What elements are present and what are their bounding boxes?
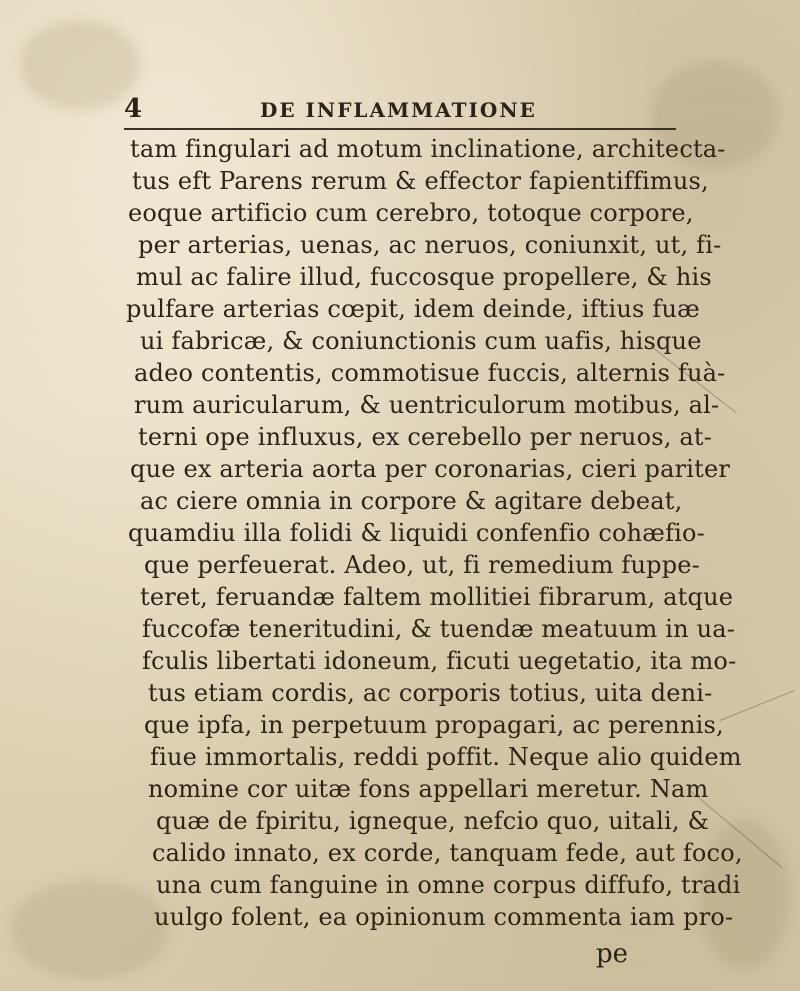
text-line: que perfeuerat. Adeo, ut, fi remedium fuppe-: [144, 551, 700, 579]
paper-stain: [10, 880, 170, 980]
text-line: nomine cor uitæ fons appellari meretur. Nam: [148, 775, 709, 803]
header-rule: [124, 128, 676, 130]
text-line: rum auricularum, & uentriculorum motibus, al-: [134, 391, 720, 419]
text-line: quamdiu illa folidi & liquidi confenfio cohæfio-: [128, 519, 705, 547]
catchword: pe: [596, 939, 629, 969]
text-line: una cum fanguine in omne corpus diffufo, tradi: [156, 871, 741, 899]
text-line: tam fingulari ad motum inclinatione, architecta-: [130, 135, 726, 163]
text-line: terni ope influxus, ex cerebello per neruos, at-: [138, 423, 713, 451]
text-line: tus eft Parens rerum & effector fapientiffimus,: [132, 167, 709, 195]
text-line: calido innato, ex corde, tanquam fede, aut foco,: [152, 839, 743, 867]
running-title: DE INFLAMMATIONE: [260, 98, 537, 122]
text-line: que ipfa, in perpetuum propagari, ac perennis,: [144, 711, 724, 739]
text-line: adeo contentis, commotisue fuccis, alternis fuà-: [134, 359, 726, 387]
page-header: [124, 94, 684, 128]
text-line: ui fabricæ, & coniunctionis cum uafis, hisque: [140, 327, 702, 355]
page-number: 4: [124, 94, 143, 124]
paper-stain: [20, 20, 140, 110]
text-line: quæ de fpiritu, igneque, nefcio quo, uitali, &: [156, 807, 710, 835]
text-line: tus etiam cordis, ac corporis totius, uita deni-: [148, 679, 713, 707]
paper-crease: [720, 690, 795, 721]
text-line: ac ciere omnia in corpore & agitare debeat,: [140, 487, 683, 515]
text-line: que ex arteria aorta per coronarias, cieri pariter: [130, 455, 731, 483]
text-line: per arterias, uenas, ac neruos, coniunxit, ut, fi-: [138, 231, 722, 259]
text-line: eoque artificio cum cerebro, totoque corpore,: [128, 199, 694, 227]
text-line: fculis libertati idoneum, ficuti uegetatio, ita mo-: [142, 647, 737, 675]
text-line: pulfare arterias cœpit, idem deinde, iftius fuæ: [126, 295, 700, 323]
text-line: teret, feruandæ faltem mollitiei fibrarum, atque: [140, 583, 734, 611]
text-line: fuccofæ teneritudini, & tuendæ meatuum in ua-: [142, 615, 736, 643]
text-line: fiue immortalis, reddi poffit. Neque alio quidem: [150, 743, 742, 771]
text-line: uulgo folent, ea opinionum commenta iam pro-: [154, 903, 734, 931]
text-line: mul ac falire illud, fuccosque propellere, & his: [136, 263, 712, 291]
